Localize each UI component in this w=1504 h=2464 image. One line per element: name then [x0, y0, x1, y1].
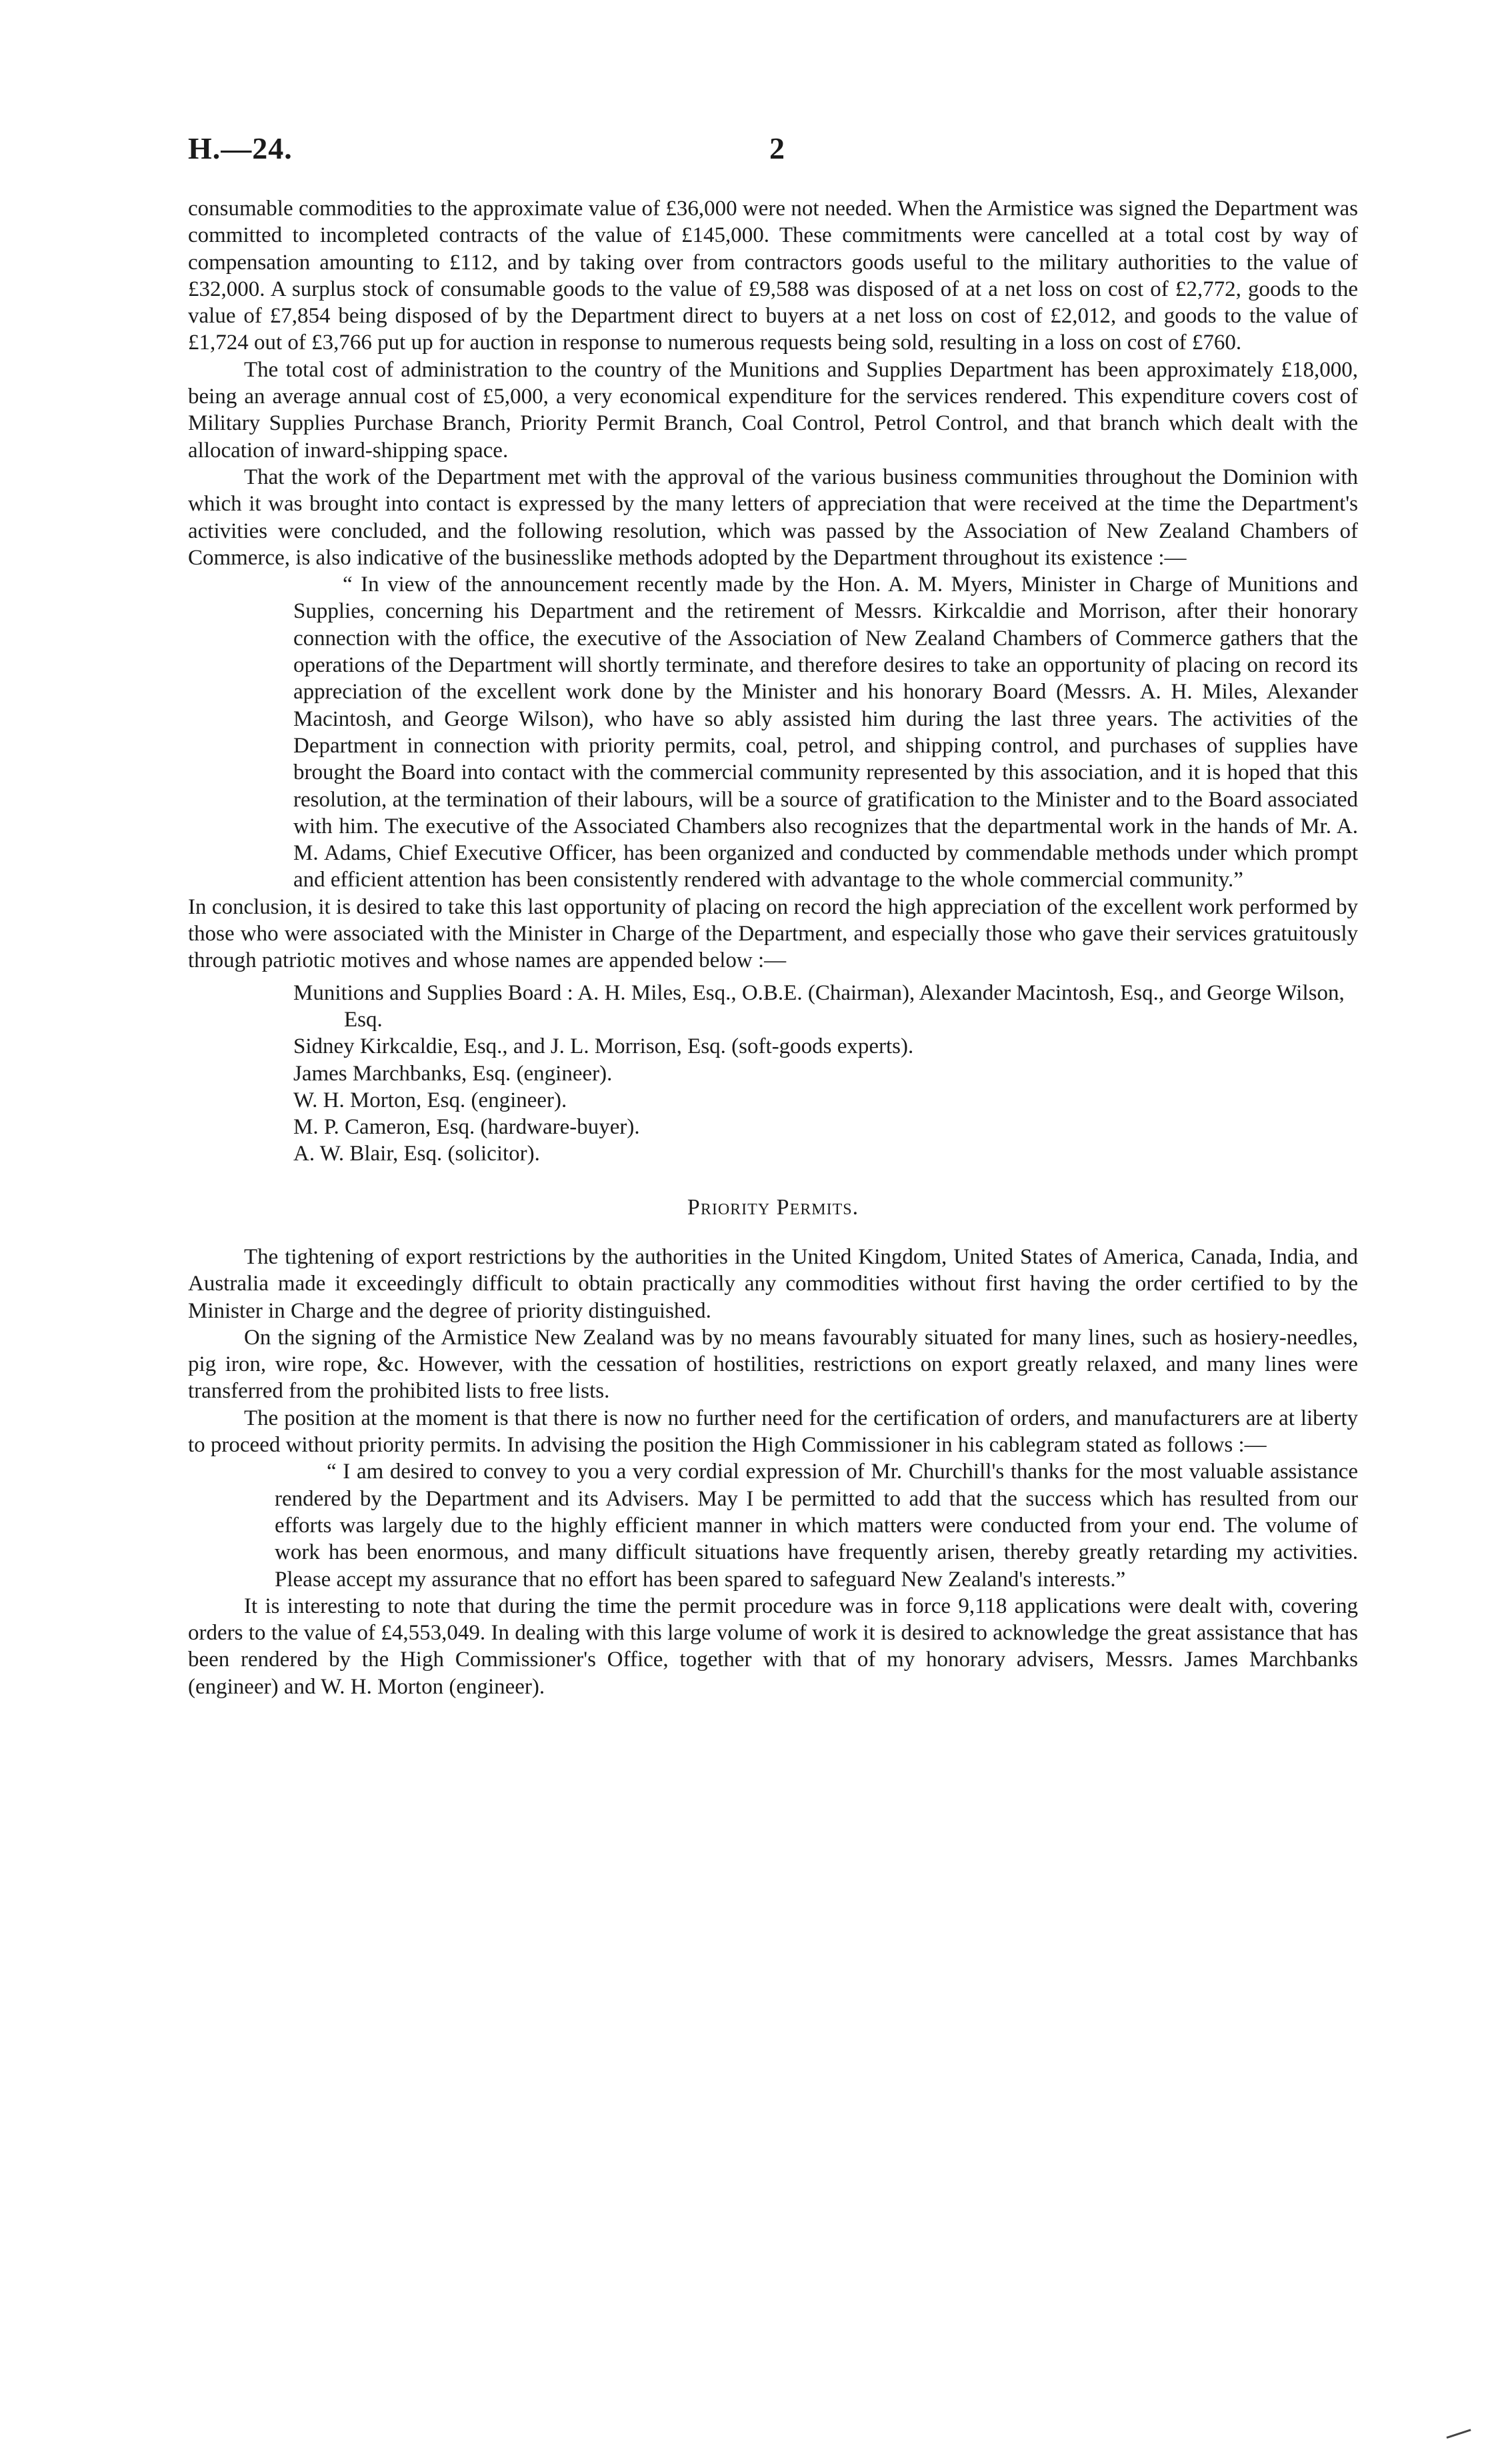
body-text: [188, 195, 1358, 1700]
paragraph-approval: That the work of the Department met with the approval of the various business communities throughout the Dominion with which it was brought into contact is expressed by the many letters of appreciation that were received at the time the Department's activities were concluded, and the following resolution, which was passed by the Association of New Zealand Chambers of Commerce, is also indicative of the businesslike methods adopted by the Department throughout its existence :—: [188, 465, 1358, 570]
chambers-resolution-quote: “ In view of the announcement recently made by the Hon. A. M. Myers, Minister in Charge of Munitions and Supplies, concerning his Department and the retirement of Messrs. Kirkcaldie and Morrison, after their honorary connection with the office, the executive of the Association of New Zealand Chambers of Commerce gathers that the operations of the Department will shortly terminate, and therefore desires to take an opportunity of placing on record its appreciation of the excellent work done by the Minister and his honorary Board (Messrs. A. H. Miles, Alexander Macintosh, and George Wilson), who have so ably assisted him during the last three years. The activities of the Department in connection with priority permits, coal, petrol, and shipping control, and purchases of supplies have brought the Board into contact with the commercial community represented by this association, and it is hoped that this resolution, at the termination of their labours, will be a source of gratification to the Minister and to the Board associated with him. The executive of the Associated Chambers also recognizes that the departmental work in the hands of Mr. A. M. Adams, Chief Executive Officer, has been organized and conducted by commendable methods under which prompt and efficient attention has been consistently rendered with advantage to the whole commercial community.”: [293, 573, 1358, 892]
stray-mark: [1447, 2429, 1473, 2442]
paragraph-conclusion: In conclusion, it is desired to take this last opportunity of placing on record the high appreciation of the excellent work performed by those who were associated with the Minister in Charge of the Department, and especially those who gave their services gratuitously through patriotic motives and whose names are appended below :—: [188, 894, 1358, 973]
paragraph-administration-cost: The total cost of administration to the country of the Munitions and Supplies Department has been approximately £18,000, being an average annual cost of £5,000, a very economical expenditure for the services rendered. This expenditure covers cost of Military Supplies Purchase Branch, Priority Permit Branch, Coal Control, Petrol Control, and that branch which dealt with the allocation of inward-shipping space.: [188, 357, 1358, 463]
paragraph-armistice: On the signing of the Armistice New Zealand was by no means favourably situated for many lines, such as hosiery-needles, pig iron, wire rope, &c. However, with the cessation of hostilities, restrictions on export greatly relaxed, and many lines were transferred from the prohibited lists to free lists.: [188, 1325, 1358, 1404]
list-item: W. H. Morton, Esq. (engineer).: [293, 1088, 567, 1112]
paragraph-continuation: consumable commodities to the approximate value of £36,000 were not needed. When the Armistice was signed the Department was committed to incompleted contracts of the value of £145,000. These commitments were cancelled at a total cost by way of compensation amounting to £112, and by taking over from contractors goods useful to the military authorities to the value of £32,000. A surplus stock of consumable goods to the value of £9,588 was disposed of at a net loss on cost of £2,772, goods to the value of £7,854 being disposed of by the Department direct to buyers at a net loss on cost of £2,012, and goods to the value of £1,724 out of £3,766 put up for auction in response to numerous requests being sold, resulting in a loss on cost of £760.: [188, 197, 1358, 355]
paragraph-applications: It is interesting to note that during the time the permit procedure was in force 9,118 applications were dealt with, covering orders to the value of £4,553,049. In dealing with this large volume of work it is desired to acknowledge the great assistance that has been rendered by the High Commissioner's Office, together with that of my honorary advisers, Messrs. James Marchbanks (engineer) and W. H. Morton (engineer).: [188, 1594, 1358, 1699]
names-list: [293, 980, 1358, 1168]
paragraph-position: The position at the moment is that there is now no further need for the certification of orders, and manufacturers are at liberty to proceed without priority permits. In advising the position the High Commissioner in his cablegram stated as follows :—: [188, 1406, 1358, 1458]
list-item: A. W. Blair, Esq. (solicitor).: [293, 1142, 540, 1166]
list-item: James Marchbanks, Esq. (engineer).: [293, 1061, 613, 1086]
list-item: Sidney Kirkcaldie, Esq., and J. L. Morrison, Esq. (soft-goods experts).: [293, 1034, 914, 1059]
section-heading: Priority Permits.: [687, 1194, 859, 1220]
list-item: M. P. Cameron, Esq. (hardware-buyer).: [293, 1115, 640, 1140]
page-number: 2: [769, 131, 785, 165]
paragraph-export-restrictions: The tightening of export restrictions by the authorities in the United Kingdom, United States of America, Canada, India, and Australia made it exceedingly difficult to obtain practically any commodities without first having the order certified to by the Minister in Charge and the degree of priority distinguished.: [188, 1244, 1358, 1323]
document-code: H.—24.: [188, 131, 293, 165]
list-item: Munitions and Supplies Board : A. H. Miles, Esq., O.B.E. (Chairman), Alexander Macintosh, Esq., and George Wilson, Esq.: [293, 980, 1345, 1032]
page-header: [188, 131, 1368, 177]
cablegram-quote: “ I am desired to convey to you a very cordial expression of Mr. Churchill's thanks for the most valuable assistance rendered by the Department and its Advisers. May I be permitted to add that the success which has resulted from our efforts was largely due to the highly efficient manner in which matters were conducted from your end. The volume of work has been enormous, and many difficult situations have frequently arisen, thereby greatly retarding my activities. Please accept my assurance that no effort has been spared to safeguard New Zealand's interests.”: [275, 1460, 1358, 1592]
